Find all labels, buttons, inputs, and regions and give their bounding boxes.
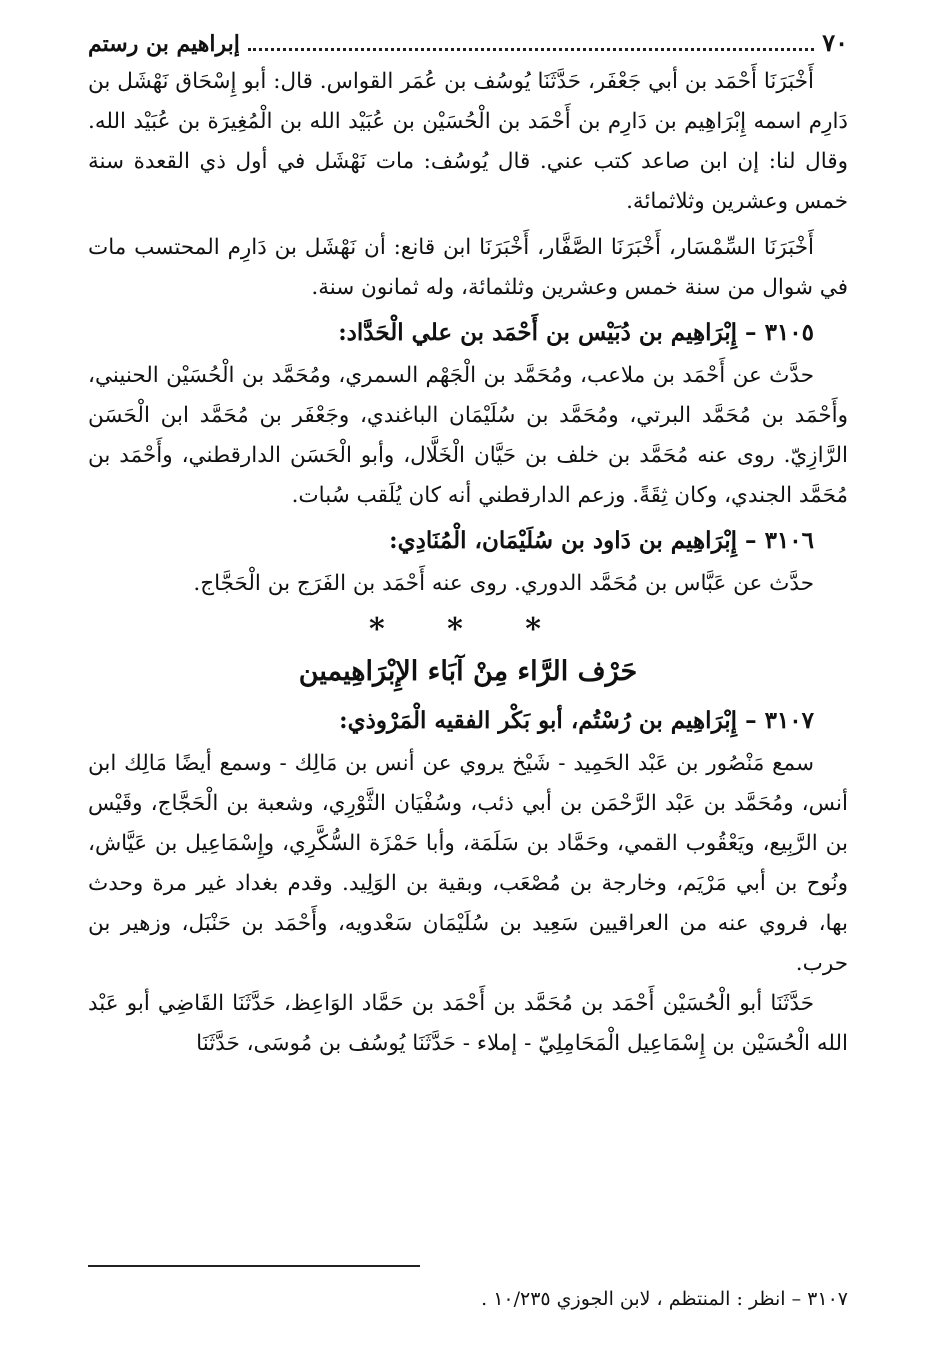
entry-heading-3106: ٣١٠٦ – إِبْرَاهِيم بن دَاود بن سُلَيْمَان، الْمُنَادِي: bbox=[389, 527, 814, 554]
entry-heading-3107: ٣١٠٧ – إِبْرَاهِيم بن رُسْتُم، أبو بَكْر الفقيه الْمَرْوذي: bbox=[339, 707, 814, 734]
section-title: حَرْف الرَّاء مِنْ آبَاء الإِبْرَاهِيمين bbox=[298, 656, 638, 687]
section-separator: * * * bbox=[369, 612, 567, 647]
footnote: ٣١٠٧ – انظر : المنتظم ، لابن الجوزي ١٠/٢٣٥ . bbox=[481, 1288, 848, 1310]
entry-text-3107: سمع مَنْصُور بن عَبْد الحَمِيد - شَيْخ يروي عن أنس بن مَالِك - وسمع أيضًا مَالِك ابن أنس، ومُحَمَّد بن عَبْد الرَّحْمَن بن أبي ذئب، وسُفْيَان الثَّوْرِي، وشعبة بن الْحَجَّاج، وقَيْس بن الرَّبِيع، ويَعْقُوب القمي، وحَمَّاد بن سَلَمَة، وأبا حَمْزَة السُّكَّرِي، وإِسْمَاعِيل بن عَيَّاش، ونُوح بن أبي مَرْيَم، وخارجة بن مُصْعَب، وبقية بن الوَلِيد. وقدم بغداد غير مرة وحدث بها، فروي عنه من العراقيين سَعِيد بن سُلَيْمَان سَعْدويه، وأَحْمَد بن حَنْبَل، وزهير بن حرب. bbox=[88, 751, 848, 976]
paragraph-1: أَخْبَرَنَا أَحْمَد بن أبي جَعْفَر، حَدَّثَنَا يُوسُف بن عُمَر القواس. قال: أبو إِسْحَاق نَهْشَل بن دَارِم اسمه إِبْرَاهِيم بن دَارِم بن أَحْمَد بن الْحُسَيْن بن عُبَيْد الله بن الْمُغِيرَة بن عُبَيْد الله. وقال لنا: إن ابن صاعد كتب عني. قال يُوسُف: مات نَهْشَل في أول ذي القعدة سنة خمس وعشرين وثلاثمائة. bbox=[88, 69, 848, 214]
entry-heading-3105: ٣١٠٥ – إِبْرَاهِيم بن دُبَيْس بن أَحْمَد بن علي الْحَدَّاد: bbox=[338, 319, 814, 346]
header-dotted-leader bbox=[248, 48, 814, 51]
running-title: إبراهيم بن رستم bbox=[88, 31, 240, 57]
running-header bbox=[88, 28, 848, 62]
entry-text-3105: حدَّث عن أَحْمَد بن ملاعب، ومُحَمَّد بن الْجَهْم السمري، ومُحَمَّد بن الْحُسَيْن الحنيني، وأَحْمَد بن مُحَمَّد البرتي، ومُحَمَّد بن سُلَيْمَان الباغندي، وجَعْفَر بن مُحَمَّد ابن الْحَسَن الرَّازِيّ. روى عنه مُحَمَّد بن خلف بن حَيَّان الْخَلَّال، وأبو الْحَسَن الدارقطني، وأَحْمَد بن مُحَمَّد الجندي، وكان ثِقَةً. وزعم الدارقطني أنه كان يُلَقب سُبات. bbox=[88, 363, 848, 508]
page-number: ٧٠ bbox=[822, 28, 848, 57]
paragraph-2: أَخْبَرَنَا السِّمْسَار، أَخْبَرَنَا الصَّفَّار، أَخْبَرَنَا ابن قانع: أن نَهْشَل بن دَارِم المحتسب مات في شوال من سنة خمس وعشرين وثلثمائة، وله ثمانون سنة. bbox=[88, 235, 848, 300]
entry-text-3106: حدَّث عن عَبَّاس بن مُحَمَّد الدوري. روى عنه أَحْمَد بن الفَرَج بن الْحَجَّاج. bbox=[193, 571, 814, 596]
page bbox=[88, 28, 848, 1064]
entry-text-3107-continued: حَدَّثَنَا أبو الْحُسَيْن أَحْمَد بن مُحَمَّد بن أَحْمَد بن حَمَّاد الوَاعِظ، حَدَّثَنَا القَاضِي أبو عَبْد الله الْحُسَيْن بن إِسْمَاعِيل الْمَحَامِلِيّ - إملاء - حَدَّثَنَا يُوسُف بن مُوسَى، حَدَّثَنَا bbox=[88, 991, 848, 1056]
footnote-rule bbox=[88, 1265, 420, 1267]
